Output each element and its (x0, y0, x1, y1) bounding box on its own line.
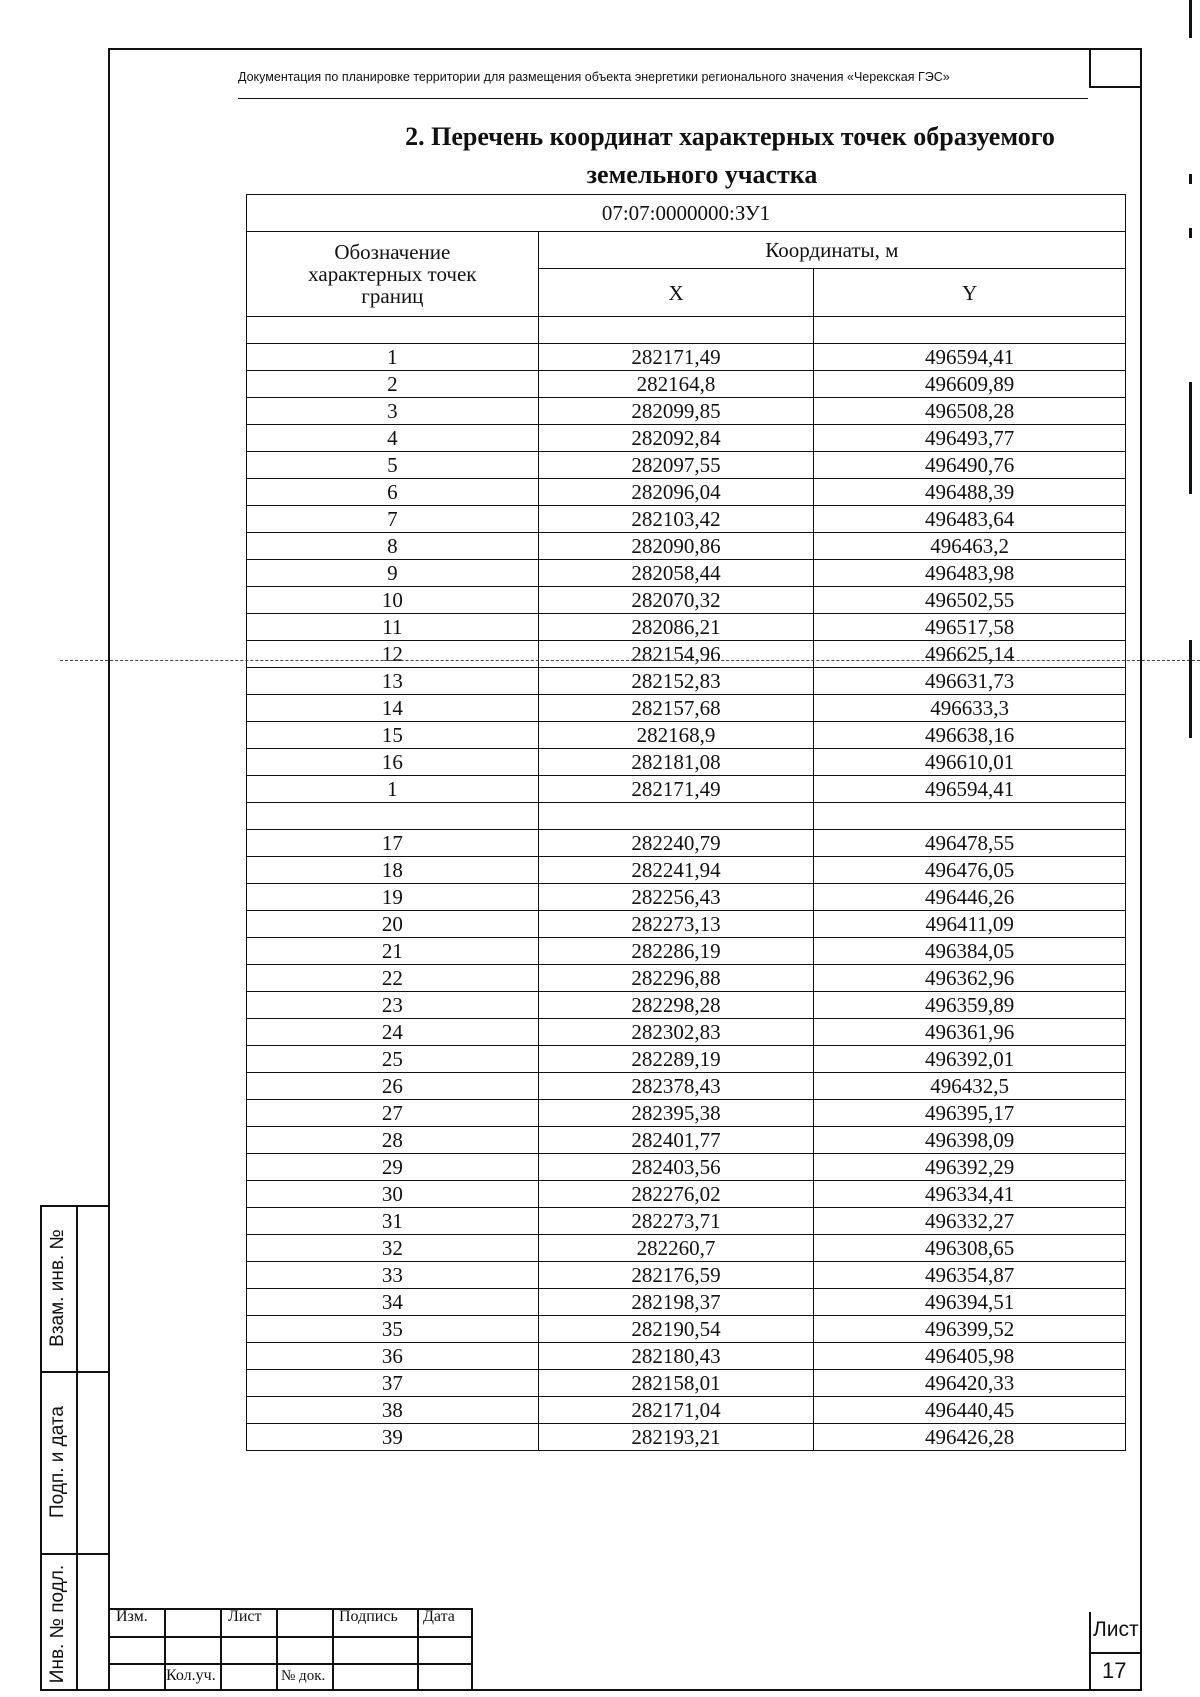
stamp-label-change: Изм. (116, 1608, 148, 1625)
coord-y: 496440,45 (814, 1397, 1126, 1424)
coord-y: 496502,55 (814, 587, 1126, 614)
coord-y: 496420,33 (814, 1370, 1126, 1397)
coord-x: 282090,86 (538, 533, 814, 560)
coord-x: 282256,43 (538, 884, 814, 911)
table-row (247, 425, 1126, 452)
coord-y: 496405,98 (814, 1343, 1126, 1370)
empty-cell (814, 803, 1126, 830)
coord-y: 496354,87 (814, 1262, 1126, 1289)
table-row (247, 614, 1126, 641)
coord-y: 496399,52 (814, 1316, 1126, 1343)
table-row (247, 1397, 1126, 1424)
side-label-signed: Подп. и дата (47, 1406, 68, 1518)
coord-y: 496362,96 (814, 965, 1126, 992)
coord-x: 282171,49 (538, 344, 814, 371)
stamp-label-count: Кол.уч. (166, 1667, 216, 1684)
point-number: 26 (247, 1073, 539, 1100)
table-row (247, 749, 1126, 776)
side-stamp-divider (76, 1207, 78, 1689)
coord-y: 496488,39 (814, 479, 1126, 506)
coord-y: 496394,51 (814, 1289, 1126, 1316)
coord-x: 282099,85 (538, 398, 814, 425)
coord-y: 496638,16 (814, 722, 1126, 749)
coord-x: 282152,83 (538, 668, 814, 695)
coord-x: 282058,44 (538, 560, 814, 587)
table-separator-row (247, 317, 1126, 344)
side-label-inventory: Инв. № подл. (47, 1564, 68, 1684)
coord-y: 496478,55 (814, 830, 1126, 857)
point-number: 2 (247, 371, 539, 398)
coord-y: 496490,76 (814, 452, 1126, 479)
point-number: 1 (247, 776, 539, 803)
sheet-box-divider (1091, 1652, 1142, 1654)
coord-y: 496361,96 (814, 1019, 1126, 1046)
coord-x: 282171,49 (538, 776, 814, 803)
table-row (247, 560, 1126, 587)
coord-x: 282154,96 (538, 641, 814, 668)
coord-y: 496392,29 (814, 1154, 1126, 1181)
point-number: 38 (247, 1397, 539, 1424)
table-row (247, 1154, 1126, 1181)
coord-x: 282193,21 (538, 1424, 814, 1451)
table-row (247, 1181, 1126, 1208)
point-number: 3 (247, 398, 539, 425)
col-header-point-line1: Обозначение (334, 240, 451, 264)
coord-y: 496609,89 (814, 371, 1126, 398)
coord-x: 282296,88 (538, 965, 814, 992)
table-row (247, 1343, 1126, 1370)
coord-x: 282176,59 (538, 1262, 814, 1289)
coord-x: 282395,38 (538, 1100, 814, 1127)
header-rule (238, 98, 1088, 99)
empty-cell (247, 317, 539, 344)
point-number: 10 (247, 587, 539, 614)
point-number: 19 (247, 884, 539, 911)
table-row (247, 1208, 1126, 1235)
coord-x: 282096,04 (538, 479, 814, 506)
point-number: 39 (247, 1424, 539, 1451)
stamp-col-line (417, 1608, 419, 1691)
page-title-line2: земельного участка (586, 160, 818, 189)
coord-y: 496594,41 (814, 344, 1126, 371)
coordinates-table (246, 194, 1126, 1451)
point-number: 12 (247, 641, 539, 668)
point-number: 6 (247, 479, 539, 506)
point-number: 29 (247, 1154, 539, 1181)
stamp-label-sheet: Лист (228, 1608, 262, 1625)
point-number: 24 (247, 1019, 539, 1046)
coord-y: 496446,26 (814, 884, 1126, 911)
point-number: 20 (247, 911, 539, 938)
document-header: Документация по планировке территории для размещения объекта энергетики регионального значения «Черекская ГЭС» (238, 70, 950, 84)
coord-x: 282097,55 (538, 452, 814, 479)
point-number: 4 (247, 425, 539, 452)
coord-y: 496432,5 (814, 1073, 1126, 1100)
table-row (247, 992, 1126, 1019)
coord-x: 282092,84 (538, 425, 814, 452)
coord-x: 282403,56 (538, 1154, 814, 1181)
point-number: 30 (247, 1181, 539, 1208)
coord-y: 496332,27 (814, 1208, 1126, 1235)
corner-box (1089, 48, 1142, 88)
coord-y: 496334,41 (814, 1181, 1126, 1208)
point-number: 37 (247, 1370, 539, 1397)
coord-y: 496426,28 (814, 1424, 1126, 1451)
point-number: 15 (247, 722, 539, 749)
side-stamp-row-divider (42, 1371, 108, 1373)
empty-cell (538, 803, 814, 830)
sheet-label: Лист (1093, 1618, 1139, 1641)
point-number: 23 (247, 992, 539, 1019)
coord-x: 282401,77 (538, 1127, 814, 1154)
coord-x: 282171,04 (538, 1397, 814, 1424)
point-number: 33 (247, 1262, 539, 1289)
col-header-coords: Координаты, м (538, 232, 1125, 269)
table-row (247, 1127, 1126, 1154)
coord-y: 496493,77 (814, 425, 1126, 452)
coord-x: 282260,7 (538, 1235, 814, 1262)
coord-x: 282289,19 (538, 1046, 814, 1073)
table-row (247, 722, 1126, 749)
table-row (247, 1046, 1126, 1073)
table-row (247, 1262, 1126, 1289)
coord-x: 282181,08 (538, 749, 814, 776)
coord-y: 496476,05 (814, 857, 1126, 884)
table-header-row (247, 232, 1126, 269)
point-number: 31 (247, 1208, 539, 1235)
coord-x: 282241,94 (538, 857, 814, 884)
table-row (247, 452, 1126, 479)
col-header-x: X (538, 269, 814, 317)
coord-y: 496359,89 (814, 992, 1126, 1019)
coord-x: 282103,42 (538, 506, 814, 533)
point-number: 17 (247, 830, 539, 857)
coord-y: 496411,09 (814, 911, 1126, 938)
col-header-point (247, 232, 539, 317)
point-number: 1 (247, 344, 539, 371)
coord-x: 282302,83 (538, 1019, 814, 1046)
table-row (247, 830, 1126, 857)
stamp-label-date: Дата (423, 1608, 455, 1625)
table-row (247, 371, 1126, 398)
coord-x: 282070,32 (538, 587, 814, 614)
side-stamp (40, 1205, 108, 1691)
coord-x: 282164,8 (538, 371, 814, 398)
coord-x: 282276,02 (538, 1181, 814, 1208)
table-row (247, 938, 1126, 965)
table-row (247, 398, 1126, 425)
table-row (247, 479, 1126, 506)
coord-y: 496610,01 (814, 749, 1126, 776)
scan-mark (1189, 0, 1192, 38)
table-row (247, 1019, 1126, 1046)
point-number: 14 (247, 695, 539, 722)
page-title-line1: 2. Перечень координат характерных точек образуемого (405, 122, 1055, 151)
coord-x: 282298,28 (538, 992, 814, 1019)
table-row (247, 1424, 1126, 1451)
stamp-col-line (220, 1608, 222, 1691)
point-number: 21 (247, 938, 539, 965)
point-number: 7 (247, 506, 539, 533)
cadastre-number: 07:07:0000000:ЗУ1 (247, 195, 1126, 232)
coord-x: 282180,43 (538, 1343, 814, 1370)
point-number: 25 (247, 1046, 539, 1073)
coord-y: 496517,58 (814, 614, 1126, 641)
point-number: 13 (247, 668, 539, 695)
point-number: 11 (247, 614, 539, 641)
table-row (247, 587, 1126, 614)
table-separator-row (247, 803, 1126, 830)
point-number: 8 (247, 533, 539, 560)
coord-y: 496384,05 (814, 938, 1126, 965)
coord-x: 282240,79 (538, 830, 814, 857)
cut-line (60, 660, 1200, 661)
scan-mark (1189, 228, 1192, 238)
stamp-col-line (276, 1608, 278, 1691)
table-row (247, 344, 1126, 371)
empty-cell (814, 317, 1126, 344)
point-number: 5 (247, 452, 539, 479)
point-number: 34 (247, 1289, 539, 1316)
coord-x: 282286,19 (538, 938, 814, 965)
coord-x: 282168,9 (538, 722, 814, 749)
empty-cell (247, 803, 539, 830)
table-row (247, 1235, 1126, 1262)
coord-x: 282190,54 (538, 1316, 814, 1343)
table-row (247, 1370, 1126, 1397)
table-row (247, 965, 1126, 992)
point-number: 35 (247, 1316, 539, 1343)
table-row (247, 911, 1126, 938)
coord-y: 496594,41 (814, 776, 1126, 803)
scan-mark (1189, 640, 1192, 738)
table-row (247, 695, 1126, 722)
point-number: 9 (247, 560, 539, 587)
table-cadastre-row (247, 195, 1126, 232)
coord-y: 496398,09 (814, 1127, 1126, 1154)
point-number: 22 (247, 965, 539, 992)
sheet-number: 17 (1102, 1658, 1127, 1683)
coord-y: 496308,65 (814, 1235, 1126, 1262)
stamp-label-doc: № док. (281, 1668, 326, 1684)
coord-y: 496395,17 (814, 1100, 1126, 1127)
coord-y: 496508,28 (814, 398, 1126, 425)
coord-x: 282158,01 (538, 1370, 814, 1397)
coord-x: 282157,68 (538, 695, 814, 722)
coord-y: 496631,73 (814, 668, 1126, 695)
coord-y: 496392,01 (814, 1046, 1126, 1073)
coord-x: 282378,43 (538, 1073, 814, 1100)
table-row (247, 857, 1126, 884)
scan-mark (1189, 382, 1192, 494)
table-row (247, 533, 1126, 560)
scan-mark (1189, 174, 1192, 184)
table-row (247, 1100, 1126, 1127)
coord-x: 282273,13 (538, 911, 814, 938)
table-row (247, 641, 1126, 668)
point-number: 27 (247, 1100, 539, 1127)
table-row (247, 1073, 1126, 1100)
stamp-col-line (471, 1608, 473, 1691)
col-header-y: Y (814, 269, 1126, 317)
coord-x: 282273,71 (538, 1208, 814, 1235)
coord-y: 496483,98 (814, 560, 1126, 587)
col-header-point-line2: характерных точек (308, 262, 477, 286)
coord-y: 496483,64 (814, 506, 1126, 533)
table-row (247, 668, 1126, 695)
table-row (247, 506, 1126, 533)
side-label-replaced: Взам. инв. № (47, 1229, 68, 1347)
col-header-point-line3: границ (361, 284, 424, 308)
empty-cell (538, 317, 814, 344)
coord-x: 282198,37 (538, 1289, 814, 1316)
table-row (247, 1316, 1126, 1343)
coord-x: 282086,21 (538, 614, 814, 641)
table-row (247, 884, 1126, 911)
point-number: 32 (247, 1235, 539, 1262)
coord-y: 496463,2 (814, 533, 1126, 560)
coord-y: 496633,3 (814, 695, 1126, 722)
table-row (247, 776, 1126, 803)
coord-y: 496625,14 (814, 641, 1126, 668)
stamp-label-signature: Подпись (339, 1608, 398, 1625)
point-number: 28 (247, 1127, 539, 1154)
table-row (247, 1289, 1126, 1316)
stamp-col-line (332, 1608, 334, 1691)
point-number: 36 (247, 1343, 539, 1370)
point-number: 18 (247, 857, 539, 884)
point-number: 16 (247, 749, 539, 776)
